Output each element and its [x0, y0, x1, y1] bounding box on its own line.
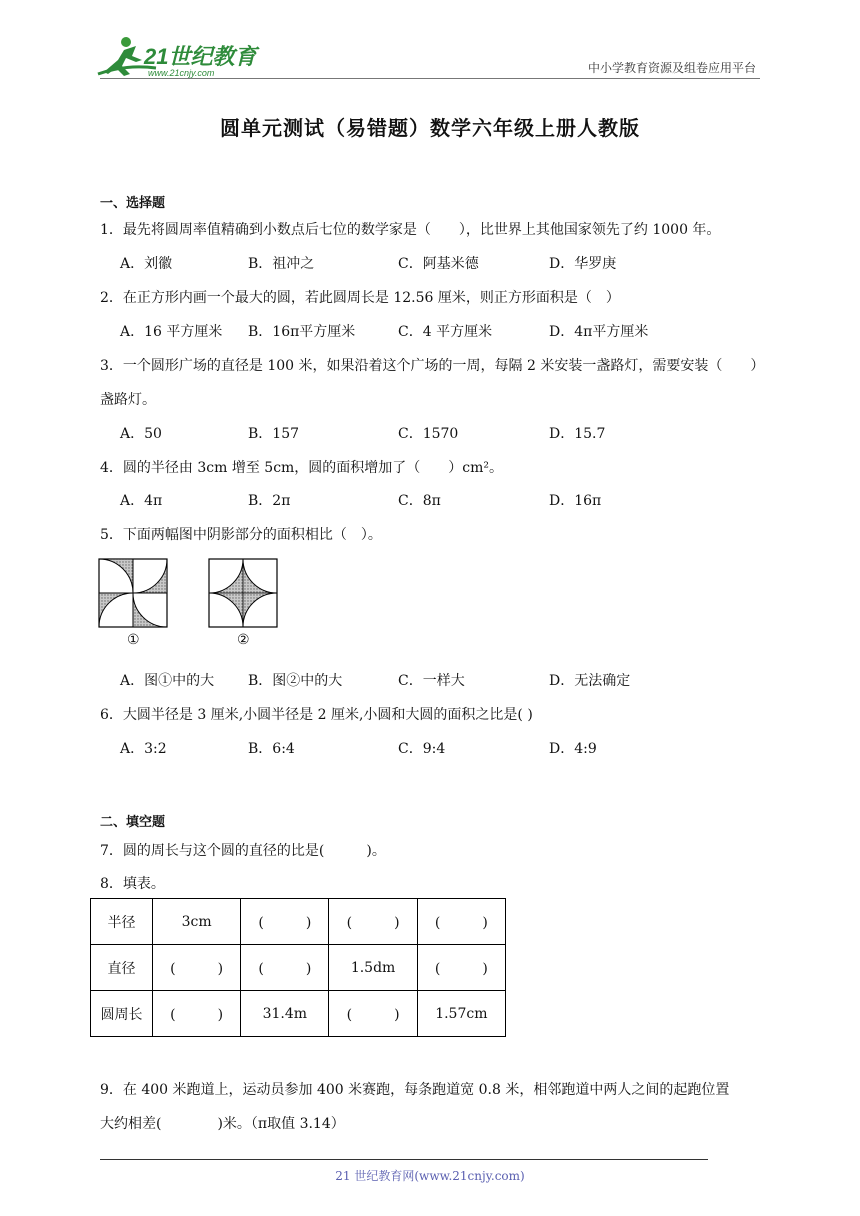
site-logo: [96, 34, 266, 82]
table-cell: ( ): [241, 945, 329, 991]
q5-option-a: A．图①中的大: [120, 673, 215, 689]
figure-2-label: ②: [237, 632, 250, 648]
table-cell: ( ): [152, 991, 240, 1037]
figure-2-star: [208, 558, 278, 632]
question-6: 6．大圆半径是 3 厘米,小圆半径是 2 厘米,小圆和大圆的面积之比是( ): [100, 707, 533, 723]
q2-option-d: D．4π平方厘米: [549, 324, 649, 340]
question-1: 1．最先将圆周率值精确到小数点后七位的数学家是（ ），比世界上其他国家领先了约 1000 年。: [100, 222, 721, 238]
q2-option-c: C．4 平方厘米: [398, 324, 493, 340]
header-divider: [100, 78, 760, 79]
question-7: 7．圆的周长与这个圆的直径的比是( )。: [100, 843, 386, 859]
q5-option-d: D．无法确定: [549, 673, 631, 689]
table-cell: ( ): [152, 945, 240, 991]
section-heading-fill: 二、填空题: [100, 815, 166, 830]
circle-fill-table: [90, 898, 506, 1037]
table-cell: ( ): [329, 899, 417, 945]
q6-option-c: C．9:4: [398, 741, 446, 757]
table-cell: 半径: [91, 899, 153, 945]
document-title: 圆单元测试（易错题）数学六年级上册人教版: [220, 116, 640, 140]
table-row: [91, 945, 506, 991]
q2-option-a: A．16 平方厘米: [120, 324, 223, 340]
runner-logo-icon: [96, 34, 266, 82]
table-cell: 圆周长: [91, 991, 153, 1037]
footer-text: 21 世纪教育网(www.21cnjy.com): [335, 1169, 525, 1183]
q1-option-b: B．祖冲之: [248, 256, 315, 272]
table-cell: 1.57cm: [417, 991, 505, 1037]
table-cell: ( ): [329, 991, 417, 1037]
question-5: 5．下面两幅图中阴影部分的面积相比（ ）。: [100, 527, 382, 543]
q3-option-d: D．15.7: [549, 426, 606, 442]
q5-option-b: B．图②中的大: [248, 673, 343, 689]
table-row: [91, 991, 506, 1037]
footer-divider: [100, 1159, 708, 1160]
question-4: 4．圆的半径由 3cm 增至 5cm，圆的面积增加了（ ）cm²。: [100, 460, 504, 476]
table-row: [91, 899, 506, 945]
question-2: 2．在正方形内画一个最大的圆，若此圆周长是 12.56 厘米，则正方形面积是（ ）: [100, 290, 620, 306]
section-heading-choice: 一、选择题: [100, 196, 166, 211]
platform-tagline: 中小学教育资源及组卷应用平台: [587, 61, 756, 75]
figure-1-label: ①: [127, 632, 140, 648]
table-cell: ( ): [417, 899, 505, 945]
q2-option-b: B．16π平方厘米: [248, 324, 356, 340]
q3-option-c: C．1570: [398, 426, 459, 442]
question-9-continued: 大约相差( )米。（π取值 3.14）: [100, 1116, 345, 1132]
svg-text:www.21cnjy.com: www.21cnjy.com: [148, 68, 215, 78]
question-9: 9．在 400 米跑道上，运动员参加 400 米赛跑，每条跑道宽 0.8 米，相邻跑道中两人之间的起跑位置: [100, 1082, 730, 1098]
q4-option-b: B．2π: [248, 493, 291, 509]
question-3: 3．一个圆形广场的直径是 100 米，如果沿着这个广场的一周，每隔 2 米安装一盏路灯，需要安装（ ）: [100, 358, 765, 374]
table-cell: 直径: [91, 945, 153, 991]
table-cell: 3cm: [152, 899, 240, 945]
q4-option-c: C．8π: [398, 493, 441, 509]
table-cell: 1.5dm: [329, 945, 417, 991]
q5-option-c: C．一样大: [398, 673, 465, 689]
question-8: 8．填表。: [100, 876, 165, 892]
question-3-continued: 盏路灯。: [100, 392, 156, 408]
table-cell: 31.4m: [241, 991, 329, 1037]
q6-option-b: B．6:4: [248, 741, 295, 757]
table-cell: ( ): [417, 945, 505, 991]
q3-option-b: B．157: [248, 426, 300, 442]
q3-option-a: A．50: [120, 426, 162, 442]
table-cell: ( ): [241, 899, 329, 945]
q6-option-a: A．3:2: [120, 741, 167, 757]
q4-option-a: A．4π: [120, 493, 163, 509]
figure-1-pinwheel: [98, 558, 168, 632]
q1-option-c: C．阿基米德: [398, 256, 479, 272]
q6-option-d: D．4:9: [549, 741, 597, 757]
svg-text:21世纪教育: 21世纪教育: [144, 44, 257, 69]
q1-option-a: A．刘徽: [120, 256, 173, 272]
q4-option-d: D．16π: [549, 493, 602, 509]
q1-option-d: D．华罗庚: [549, 256, 617, 272]
